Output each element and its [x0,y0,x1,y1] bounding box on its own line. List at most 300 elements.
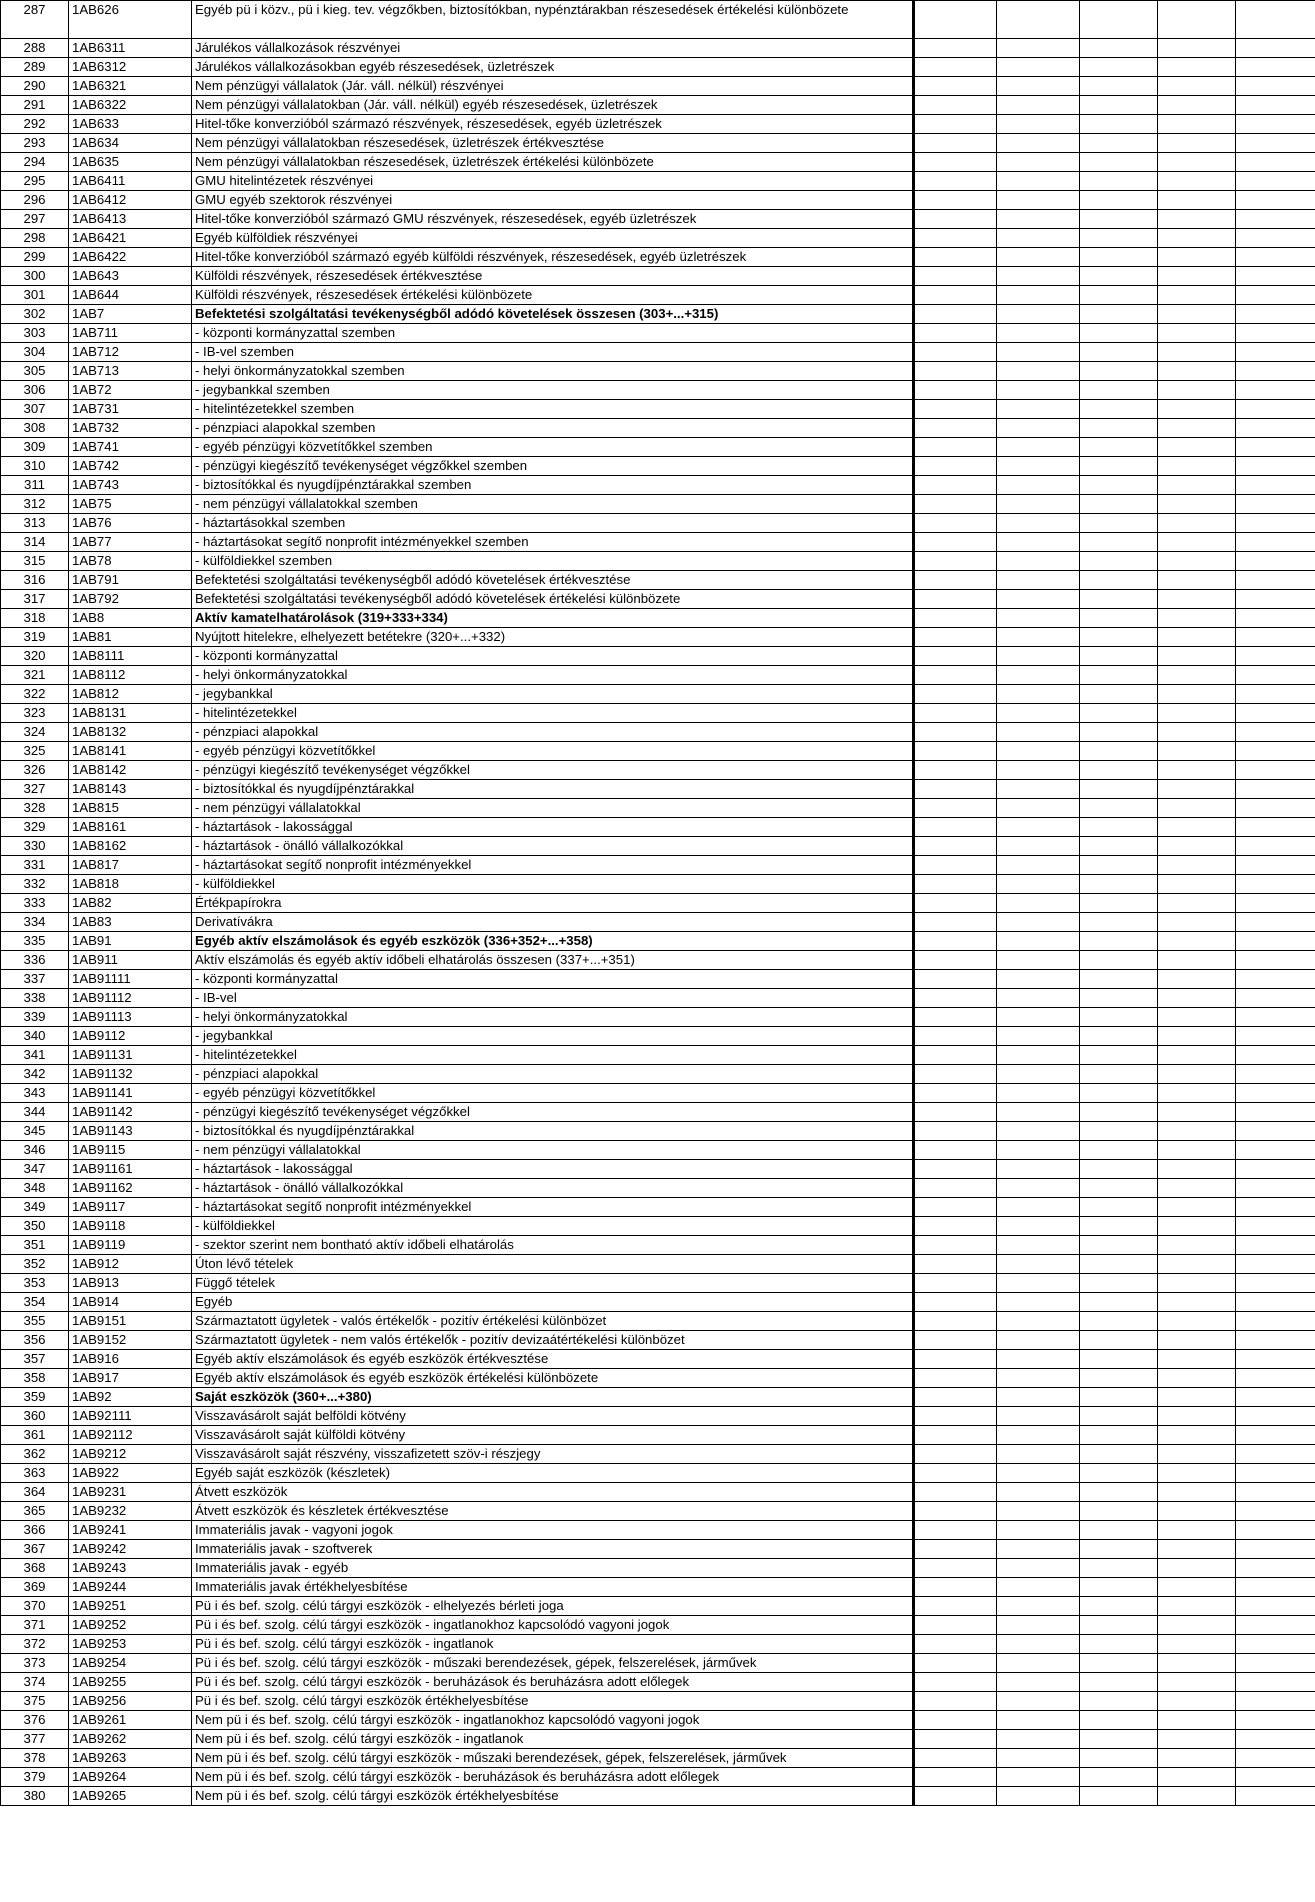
value-cell[interactable] [1236,704,1315,723]
value-cell[interactable] [1158,1616,1236,1635]
value-cell[interactable] [1080,1236,1158,1255]
value-cell[interactable] [914,1084,997,1103]
value-cell[interactable] [1158,666,1236,685]
value-cell[interactable] [1158,894,1236,913]
value-cell[interactable] [1158,1312,1236,1331]
value-cell[interactable] [1236,1787,1315,1806]
value-cell[interactable] [1236,153,1315,172]
value-cell[interactable] [1236,1483,1315,1502]
value-cell[interactable] [1080,818,1158,837]
value-cell[interactable] [1158,1483,1236,1502]
value-cell[interactable] [997,77,1080,96]
value-cell[interactable] [1236,1008,1315,1027]
value-cell[interactable] [1158,1654,1236,1673]
value-cell[interactable] [1080,77,1158,96]
value-cell[interactable] [1080,647,1158,666]
value-cell[interactable] [1080,210,1158,229]
value-cell[interactable] [1158,837,1236,856]
value-cell[interactable] [997,1578,1080,1597]
value-cell[interactable] [1158,248,1236,267]
value-cell[interactable] [1236,818,1315,837]
value-cell[interactable] [1080,1046,1158,1065]
value-cell[interactable] [1236,1749,1315,1768]
value-cell[interactable] [1080,1749,1158,1768]
value-cell[interactable] [1080,286,1158,305]
value-cell[interactable] [997,134,1080,153]
value-cell[interactable] [997,1027,1080,1046]
value-cell[interactable] [1080,476,1158,495]
value-cell[interactable] [914,856,997,875]
value-cell[interactable] [1080,1559,1158,1578]
value-cell[interactable] [1236,229,1315,248]
value-cell[interactable] [1080,1198,1158,1217]
value-cell[interactable] [914,153,997,172]
value-cell[interactable] [1080,1464,1158,1483]
value-cell[interactable] [1236,248,1315,267]
value-cell[interactable] [1158,1578,1236,1597]
value-cell[interactable] [914,457,997,476]
value-cell[interactable] [1236,1274,1315,1293]
value-cell[interactable] [1236,894,1315,913]
value-cell[interactable] [1080,1426,1158,1445]
value-cell[interactable] [1236,1179,1315,1198]
value-cell[interactable] [1158,1692,1236,1711]
value-cell[interactable] [1080,343,1158,362]
value-cell[interactable] [914,362,997,381]
value-cell[interactable] [1080,704,1158,723]
value-cell[interactable] [997,248,1080,267]
value-cell[interactable] [914,609,997,628]
value-cell[interactable] [1236,134,1315,153]
value-cell[interactable] [1158,647,1236,666]
value-cell[interactable] [1158,191,1236,210]
value-cell[interactable] [1236,115,1315,134]
value-cell[interactable] [1236,210,1315,229]
value-cell[interactable] [1158,799,1236,818]
value-cell[interactable] [1236,286,1315,305]
value-cell[interactable] [1158,1141,1236,1160]
value-cell[interactable] [1080,894,1158,913]
value-cell[interactable] [1158,134,1236,153]
value-cell[interactable] [1158,1521,1236,1540]
value-cell[interactable] [1236,1312,1315,1331]
value-cell[interactable] [997,1559,1080,1578]
value-cell[interactable] [997,799,1080,818]
value-cell[interactable] [1080,1483,1158,1502]
value-cell[interactable] [914,875,997,894]
value-cell[interactable] [1080,1331,1158,1350]
value-cell[interactable] [1080,495,1158,514]
value-cell[interactable] [1158,552,1236,571]
value-cell[interactable] [1236,1236,1315,1255]
value-cell[interactable] [997,1540,1080,1559]
value-cell[interactable] [997,704,1080,723]
value-cell[interactable] [914,286,997,305]
value-cell[interactable] [914,267,997,286]
value-cell[interactable] [1080,248,1158,267]
value-cell[interactable] [1158,780,1236,799]
value-cell[interactable] [997,571,1080,590]
value-cell[interactable] [1236,1046,1315,1065]
value-cell[interactable] [914,1787,997,1806]
value-cell[interactable] [1080,134,1158,153]
value-cell[interactable] [1080,1407,1158,1426]
value-cell[interactable] [1236,1141,1315,1160]
value-cell[interactable] [1236,1122,1315,1141]
value-cell[interactable] [1080,780,1158,799]
value-cell[interactable] [1158,172,1236,191]
value-cell[interactable] [1080,1369,1158,1388]
value-cell[interactable] [1236,1103,1315,1122]
value-cell[interactable] [1080,96,1158,115]
value-cell[interactable] [997,1673,1080,1692]
value-cell[interactable] [1158,229,1236,248]
value-cell[interactable] [1158,1464,1236,1483]
value-cell[interactable] [1236,476,1315,495]
value-cell[interactable] [997,1350,1080,1369]
value-cell[interactable] [914,1293,997,1312]
value-cell[interactable] [1236,77,1315,96]
value-cell[interactable] [1080,1217,1158,1236]
value-cell[interactable] [914,77,997,96]
value-cell[interactable] [1080,457,1158,476]
value-cell[interactable] [1080,1597,1158,1616]
value-cell[interactable] [997,761,1080,780]
value-cell[interactable] [1158,381,1236,400]
value-cell[interactable] [997,1445,1080,1464]
value-cell[interactable] [1158,210,1236,229]
value-cell[interactable] [1080,1274,1158,1293]
value-cell[interactable] [1236,1730,1315,1749]
value-cell[interactable] [1080,1692,1158,1711]
value-cell[interactable] [914,419,997,438]
value-cell[interactable] [1158,362,1236,381]
value-cell[interactable] [1080,571,1158,590]
value-cell[interactable] [1236,571,1315,590]
value-cell[interactable] [997,875,1080,894]
value-cell[interactable] [997,1008,1080,1027]
value-cell[interactable] [1158,761,1236,780]
value-cell[interactable] [1236,1426,1315,1445]
value-cell[interactable] [1236,723,1315,742]
value-cell[interactable] [1080,1768,1158,1787]
value-cell[interactable] [1236,1521,1315,1540]
value-cell[interactable] [1236,1559,1315,1578]
value-cell[interactable] [1158,1502,1236,1521]
value-cell[interactable] [914,742,997,761]
value-cell[interactable] [1158,1407,1236,1426]
value-cell[interactable] [1158,1236,1236,1255]
value-cell[interactable] [997,989,1080,1008]
value-cell[interactable] [914,1578,997,1597]
value-cell[interactable] [914,248,997,267]
value-cell[interactable] [914,343,997,362]
value-cell[interactable] [914,1312,997,1331]
value-cell[interactable] [914,1331,997,1350]
value-cell[interactable] [914,1426,997,1445]
value-cell[interactable] [914,913,997,932]
value-cell[interactable] [1236,685,1315,704]
value-cell[interactable] [914,1654,997,1673]
value-cell[interactable] [1080,1654,1158,1673]
value-cell[interactable] [1236,666,1315,685]
value-cell[interactable] [1158,153,1236,172]
value-cell[interactable] [1158,343,1236,362]
value-cell[interactable] [914,647,997,666]
value-cell[interactable] [997,1654,1080,1673]
value-cell[interactable] [914,1369,997,1388]
value-cell[interactable] [914,1768,997,1787]
value-cell[interactable] [997,742,1080,761]
value-cell[interactable] [997,1521,1080,1540]
value-cell[interactable] [1158,932,1236,951]
value-cell[interactable] [914,1274,997,1293]
value-cell[interactable] [1236,1027,1315,1046]
value-cell[interactable] [1158,1103,1236,1122]
value-cell[interactable] [914,1103,997,1122]
value-cell[interactable] [1158,1046,1236,1065]
value-cell[interactable] [1158,39,1236,58]
value-cell[interactable] [997,1692,1080,1711]
value-cell[interactable] [914,1445,997,1464]
value-cell[interactable] [1236,1407,1315,1426]
value-cell[interactable] [1158,1008,1236,1027]
value-cell[interactable] [1158,1635,1236,1654]
value-cell[interactable] [914,1141,997,1160]
value-cell[interactable] [1158,115,1236,134]
value-cell[interactable] [997,1407,1080,1426]
value-cell[interactable] [1158,875,1236,894]
value-cell[interactable] [997,951,1080,970]
value-cell[interactable] [1080,1787,1158,1806]
value-cell[interactable] [1080,628,1158,647]
value-cell[interactable] [914,1122,997,1141]
value-cell[interactable] [914,1065,997,1084]
value-cell[interactable] [914,666,997,685]
value-cell[interactable] [1236,191,1315,210]
value-cell[interactable] [1158,856,1236,875]
value-cell[interactable] [914,628,997,647]
value-cell[interactable] [1158,419,1236,438]
value-cell[interactable] [1158,457,1236,476]
value-cell[interactable] [997,932,1080,951]
value-cell[interactable] [997,552,1080,571]
value-cell[interactable] [914,134,997,153]
value-cell[interactable] [1236,1084,1315,1103]
value-cell[interactable] [1236,1578,1315,1597]
value-cell[interactable] [997,1730,1080,1749]
value-cell[interactable] [1236,495,1315,514]
value-cell[interactable] [1158,951,1236,970]
value-cell[interactable] [1236,305,1315,324]
value-cell[interactable] [997,457,1080,476]
value-cell[interactable] [1158,1,1236,39]
value-cell[interactable] [997,1198,1080,1217]
value-cell[interactable] [1158,1768,1236,1787]
value-cell[interactable] [997,1483,1080,1502]
value-cell[interactable] [1080,1673,1158,1692]
value-cell[interactable] [1236,780,1315,799]
value-cell[interactable] [1158,1217,1236,1236]
value-cell[interactable] [914,1730,997,1749]
value-cell[interactable] [997,1388,1080,1407]
value-cell[interactable] [1080,1065,1158,1084]
value-cell[interactable] [1158,1445,1236,1464]
value-cell[interactable] [914,1521,997,1540]
value-cell[interactable] [1158,1274,1236,1293]
value-cell[interactable] [914,1160,997,1179]
value-cell[interactable] [914,1198,997,1217]
value-cell[interactable] [1080,324,1158,343]
value-cell[interactable] [1080,742,1158,761]
value-cell[interactable] [997,1236,1080,1255]
value-cell[interactable] [997,286,1080,305]
value-cell[interactable] [914,1692,997,1711]
value-cell[interactable] [1236,590,1315,609]
value-cell[interactable] [997,1597,1080,1616]
value-cell[interactable] [997,1,1080,39]
value-cell[interactable] [1236,837,1315,856]
value-cell[interactable] [1080,837,1158,856]
value-cell[interactable] [914,1616,997,1635]
value-cell[interactable] [1236,799,1315,818]
value-cell[interactable] [997,1426,1080,1445]
value-cell[interactable] [1080,533,1158,552]
value-cell[interactable] [1080,723,1158,742]
value-cell[interactable] [1158,704,1236,723]
value-cell[interactable] [1080,1388,1158,1407]
value-cell[interactable] [914,324,997,343]
value-cell[interactable] [914,837,997,856]
value-cell[interactable] [1080,1027,1158,1046]
value-cell[interactable] [1236,1217,1315,1236]
value-cell[interactable] [1158,305,1236,324]
value-cell[interactable] [997,58,1080,77]
value-cell[interactable] [1080,1521,1158,1540]
value-cell[interactable] [997,1369,1080,1388]
value-cell[interactable] [1236,514,1315,533]
value-cell[interactable] [997,1046,1080,1065]
value-cell[interactable] [914,1388,997,1407]
value-cell[interactable] [914,970,997,989]
value-cell[interactable] [1080,989,1158,1008]
value-cell[interactable] [997,1464,1080,1483]
value-cell[interactable] [914,172,997,191]
value-cell[interactable] [1158,438,1236,457]
value-cell[interactable] [1236,609,1315,628]
value-cell[interactable] [1158,77,1236,96]
value-cell[interactable] [997,1160,1080,1179]
value-cell[interactable] [997,1217,1080,1236]
value-cell[interactable] [1080,58,1158,77]
value-cell[interactable] [997,1635,1080,1654]
value-cell[interactable] [1158,685,1236,704]
value-cell[interactable] [997,1274,1080,1293]
value-cell[interactable] [1236,362,1315,381]
value-cell[interactable] [1158,286,1236,305]
value-cell[interactable] [1236,1388,1315,1407]
value-cell[interactable] [1236,552,1315,571]
value-cell[interactable] [997,1141,1080,1160]
value-cell[interactable] [914,704,997,723]
value-cell[interactable] [1080,153,1158,172]
value-cell[interactable] [1236,172,1315,191]
value-cell[interactable] [1236,932,1315,951]
value-cell[interactable] [914,989,997,1008]
value-cell[interactable] [1080,115,1158,134]
value-cell[interactable] [1080,1445,1158,1464]
value-cell[interactable] [1236,628,1315,647]
value-cell[interactable] [914,1673,997,1692]
value-cell[interactable] [1080,1179,1158,1198]
value-cell[interactable] [1158,970,1236,989]
value-cell[interactable] [1236,951,1315,970]
value-cell[interactable] [914,951,997,970]
value-cell[interactable] [914,39,997,58]
value-cell[interactable] [997,685,1080,704]
value-cell[interactable] [1080,1540,1158,1559]
value-cell[interactable] [1158,818,1236,837]
value-cell[interactable] [997,191,1080,210]
value-cell[interactable] [1158,58,1236,77]
value-cell[interactable] [997,970,1080,989]
value-cell[interactable] [1236,1065,1315,1084]
value-cell[interactable] [1080,1578,1158,1597]
value-cell[interactable] [1080,191,1158,210]
value-cell[interactable] [1236,1673,1315,1692]
value-cell[interactable] [997,590,1080,609]
value-cell[interactable] [1236,742,1315,761]
value-cell[interactable] [914,381,997,400]
value-cell[interactable] [1236,1369,1315,1388]
value-cell[interactable] [914,1217,997,1236]
value-cell[interactable] [914,1255,997,1274]
value-cell[interactable] [997,1787,1080,1806]
value-cell[interactable] [1080,172,1158,191]
value-cell[interactable] [997,533,1080,552]
value-cell[interactable] [1236,1597,1315,1616]
value-cell[interactable] [914,1,997,39]
value-cell[interactable] [1080,1160,1158,1179]
value-cell[interactable] [1158,1350,1236,1369]
value-cell[interactable] [997,1122,1080,1141]
value-cell[interactable] [1158,742,1236,761]
value-cell[interactable] [914,799,997,818]
value-cell[interactable] [1158,267,1236,286]
value-cell[interactable] [1158,1255,1236,1274]
value-cell[interactable] [997,780,1080,799]
value-cell[interactable] [1080,1635,1158,1654]
value-cell[interactable] [1158,571,1236,590]
value-cell[interactable] [1158,495,1236,514]
value-cell[interactable] [997,96,1080,115]
value-cell[interactable] [1080,685,1158,704]
value-cell[interactable] [1158,1027,1236,1046]
value-cell[interactable] [1158,1388,1236,1407]
value-cell[interactable] [1236,1540,1315,1559]
value-cell[interactable] [1236,875,1315,894]
value-cell[interactable] [1158,476,1236,495]
value-cell[interactable] [1080,362,1158,381]
value-cell[interactable] [997,476,1080,495]
value-cell[interactable] [1080,1255,1158,1274]
value-cell[interactable] [997,1502,1080,1521]
value-cell[interactable] [1080,400,1158,419]
value-cell[interactable] [914,1559,997,1578]
value-cell[interactable] [1080,267,1158,286]
value-cell[interactable] [914,1635,997,1654]
value-cell[interactable] [1080,552,1158,571]
